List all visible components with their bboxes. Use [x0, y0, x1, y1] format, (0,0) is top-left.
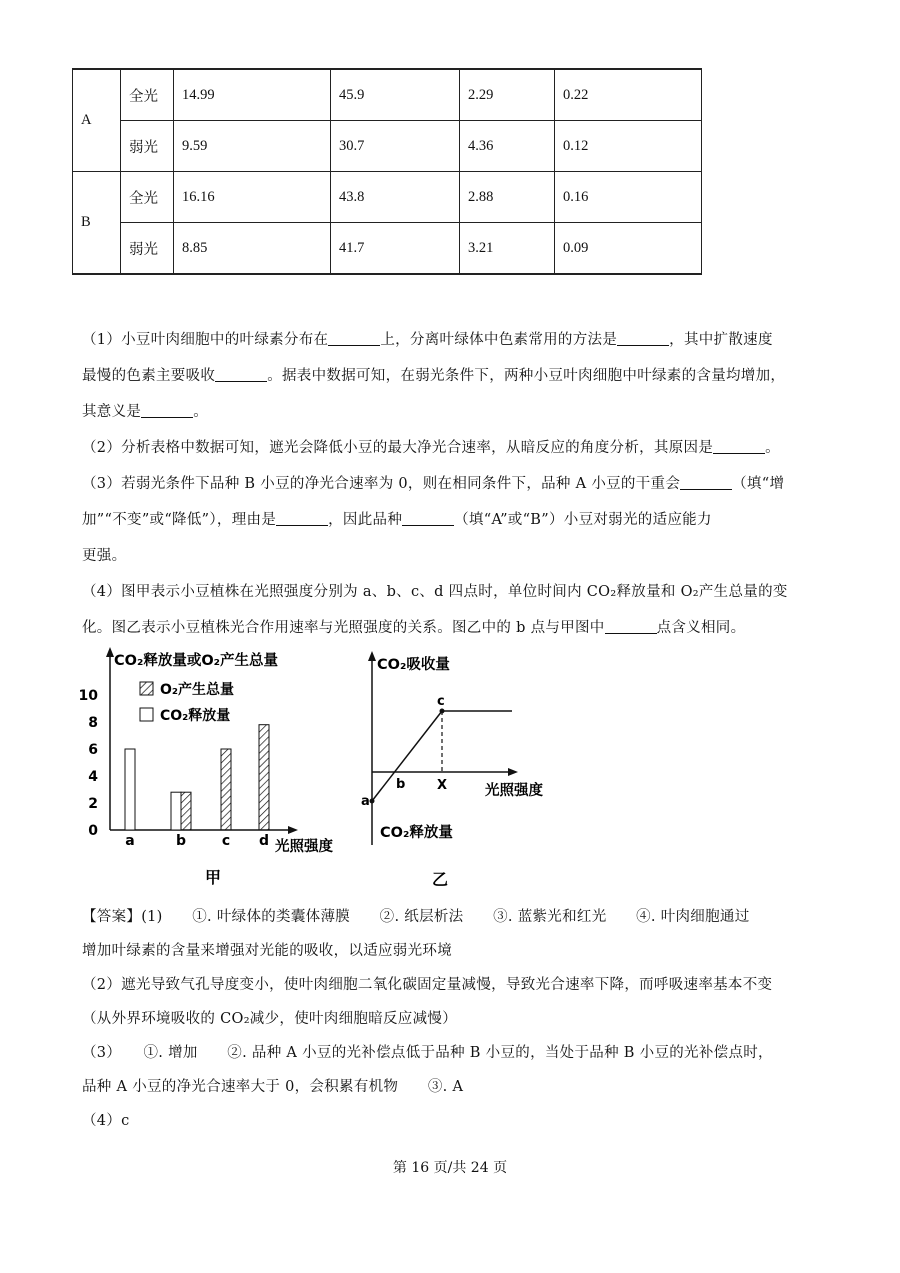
point-label-a: a: [361, 794, 370, 809]
data-table: [72, 68, 702, 275]
condition-cell: 全光: [121, 69, 174, 121]
group-cell: B: [73, 172, 121, 275]
value-cell: 2.29: [460, 69, 555, 121]
answer-blank: [617, 331, 669, 346]
y-tick-label: 0: [88, 823, 98, 839]
bar-co2-b: [171, 792, 181, 830]
bar-o2-b: [181, 792, 191, 830]
condition-cell: 弱光: [121, 223, 174, 275]
point-a: [370, 799, 375, 804]
answer-line: （2）遮光导致气孔导度变小，使叶肉细胞二氧化碳固定量减慢，导致光合速率下降，而呼吸速率基本不变: [82, 977, 773, 993]
question-line: 加”“不变”或“降低”），理由是 ，因此品种 （填“A”或“B”）小豆对弱光的适应能力: [82, 512, 712, 528]
y-tick-label: 6: [88, 742, 98, 758]
value-cell: 8.85: [174, 223, 331, 275]
table-row: [73, 121, 702, 172]
answer-blank: [402, 511, 454, 526]
question-line: （4）图甲表示小豆植株在光照强度分别为 a、b、c、d 四点时，单位时间内 CO₂释放量和 O₂产生总量的变: [82, 584, 788, 600]
legend-swatch-open: [140, 708, 153, 721]
y-tick-label: 2: [88, 796, 98, 812]
answer-line: 增加叶绿素的含量来增强对光能的吸收，以适应弱光环境: [82, 943, 452, 959]
answer-line: （4）c: [82, 1113, 130, 1129]
point-c: [440, 709, 445, 714]
category-label: d: [258, 833, 270, 849]
chart-caption: 甲: [205, 868, 222, 887]
question-block: [82, 322, 822, 646]
answer-line: （3） ①. 增加 ②. 品种 A 小豆的光补偿点低于品种 B 小豆的，当处于品种 B 小豆的光补偿点时，: [82, 1045, 773, 1061]
answer-blank: [605, 619, 657, 634]
value-cell: 41.7: [331, 223, 460, 275]
question-line: （3）若弱光条件下品种 B 小豆的净光合速率为 0，则在相同条件下，品种 A 小豆的干重会 （填“增: [82, 476, 785, 492]
question-line: 更强。: [82, 548, 127, 564]
category-label: a: [125, 833, 135, 849]
table-row: [73, 172, 702, 223]
value-cell: 4.36: [460, 121, 555, 172]
value-cell: 0.16: [555, 172, 702, 223]
legend-label: CO₂释放量: [160, 708, 231, 724]
x-axis-arrow: [508, 768, 518, 776]
y-tick-label: 4: [88, 769, 98, 785]
answer-blank: [328, 331, 380, 346]
value-cell: 0.12: [555, 121, 702, 172]
point-label-c: c: [437, 694, 445, 709]
y-axis-bottom-label: CO₂释放量: [380, 825, 453, 841]
answer-blank: [141, 403, 193, 418]
bar-o2-c: [221, 749, 231, 830]
group-cell: A: [73, 69, 121, 172]
answer-line: 【答案】(1) ①. 叶绿体的类囊体薄膜 ②. 纸层析法 ③. 蓝紫光和红光 ④. 叶肉细胞通过: [82, 909, 750, 925]
bar-chart-jia: [70, 645, 370, 895]
x-axis-label: 光照强度: [485, 783, 543, 799]
table-row: [73, 69, 702, 121]
x-axis-label: 光照强度: [275, 839, 333, 855]
page-footer: 第 16 页/共 24 页: [392, 1160, 508, 1176]
question-line: 其意义是 。: [82, 404, 209, 420]
point-label-b: b: [396, 777, 406, 792]
answer-blank: [276, 511, 328, 526]
x-axis-arrow: [288, 826, 298, 834]
value-cell: 9.59: [174, 121, 331, 172]
chart-caption: 乙: [432, 870, 449, 889]
y-axis-label: CO₂释放量或O₂产生总量: [114, 653, 278, 669]
point-label-x: X: [437, 778, 448, 793]
value-cell: 2.88: [460, 172, 555, 223]
category-label: b: [175, 833, 187, 849]
value-cell: 45.9: [331, 69, 460, 121]
value-cell: 3.21: [460, 223, 555, 275]
bar-co2-a: [125, 749, 135, 830]
y-axis-top-label: CO₂吸收量: [377, 657, 450, 673]
value-cell: 14.99: [174, 69, 331, 121]
answer-blank: [215, 367, 267, 382]
answer-blank: [680, 475, 732, 490]
y-axis-arrow: [106, 647, 114, 657]
y-axis-arrow: [368, 651, 376, 661]
answer-line: 品种 A 小豆的净光合速率大于 0，会积累有机物 ③. A: [82, 1079, 464, 1095]
y-tick-label: 10: [78, 688, 98, 704]
question-line: （2）分析表格中数据可知，遮光会降低小豆的最大净光合速率，从暗反应的角度分析，其原因是 。: [82, 440, 780, 456]
category-label: c: [221, 833, 231, 849]
value-cell: 0.22: [555, 69, 702, 121]
legend-label: O₂产生总量: [160, 682, 235, 698]
condition-cell: 全光: [121, 172, 174, 223]
answer-block: [82, 900, 832, 1138]
y-tick-label: 8: [88, 715, 98, 731]
condition-cell: 弱光: [121, 121, 174, 172]
question-line: 化。图乙表示小豆植株光合作用速率与光照强度的关系。图乙中的 b 点与甲图中 点含义相同。: [82, 620, 746, 636]
value-cell: 30.7: [331, 121, 460, 172]
value-cell: 43.8: [331, 172, 460, 223]
legend-swatch-hatched: [140, 682, 153, 695]
answer-line: （从外界环境吸收的 CO₂减少，使叶肉细胞暗反应减慢）: [82, 1011, 458, 1027]
rate-line: [372, 711, 442, 801]
question-line: （1）小豆叶肉细胞中的叶绿素分布在 上，分离叶绿体中色素常用的方法是 ，其中扩散速度: [82, 332, 773, 348]
question-line: 最慢的色素主要吸收 。据表中数据可知，在弱光条件下，两种小豆叶肉细胞中叶绿素的含量均增加，: [82, 368, 786, 384]
bar-o2-d: [259, 725, 269, 830]
answer-blank: [713, 439, 765, 454]
table-row: [73, 223, 702, 275]
line-chart-yi: [360, 645, 580, 895]
value-cell: 0.09: [555, 223, 702, 275]
value-cell: 16.16: [174, 172, 331, 223]
